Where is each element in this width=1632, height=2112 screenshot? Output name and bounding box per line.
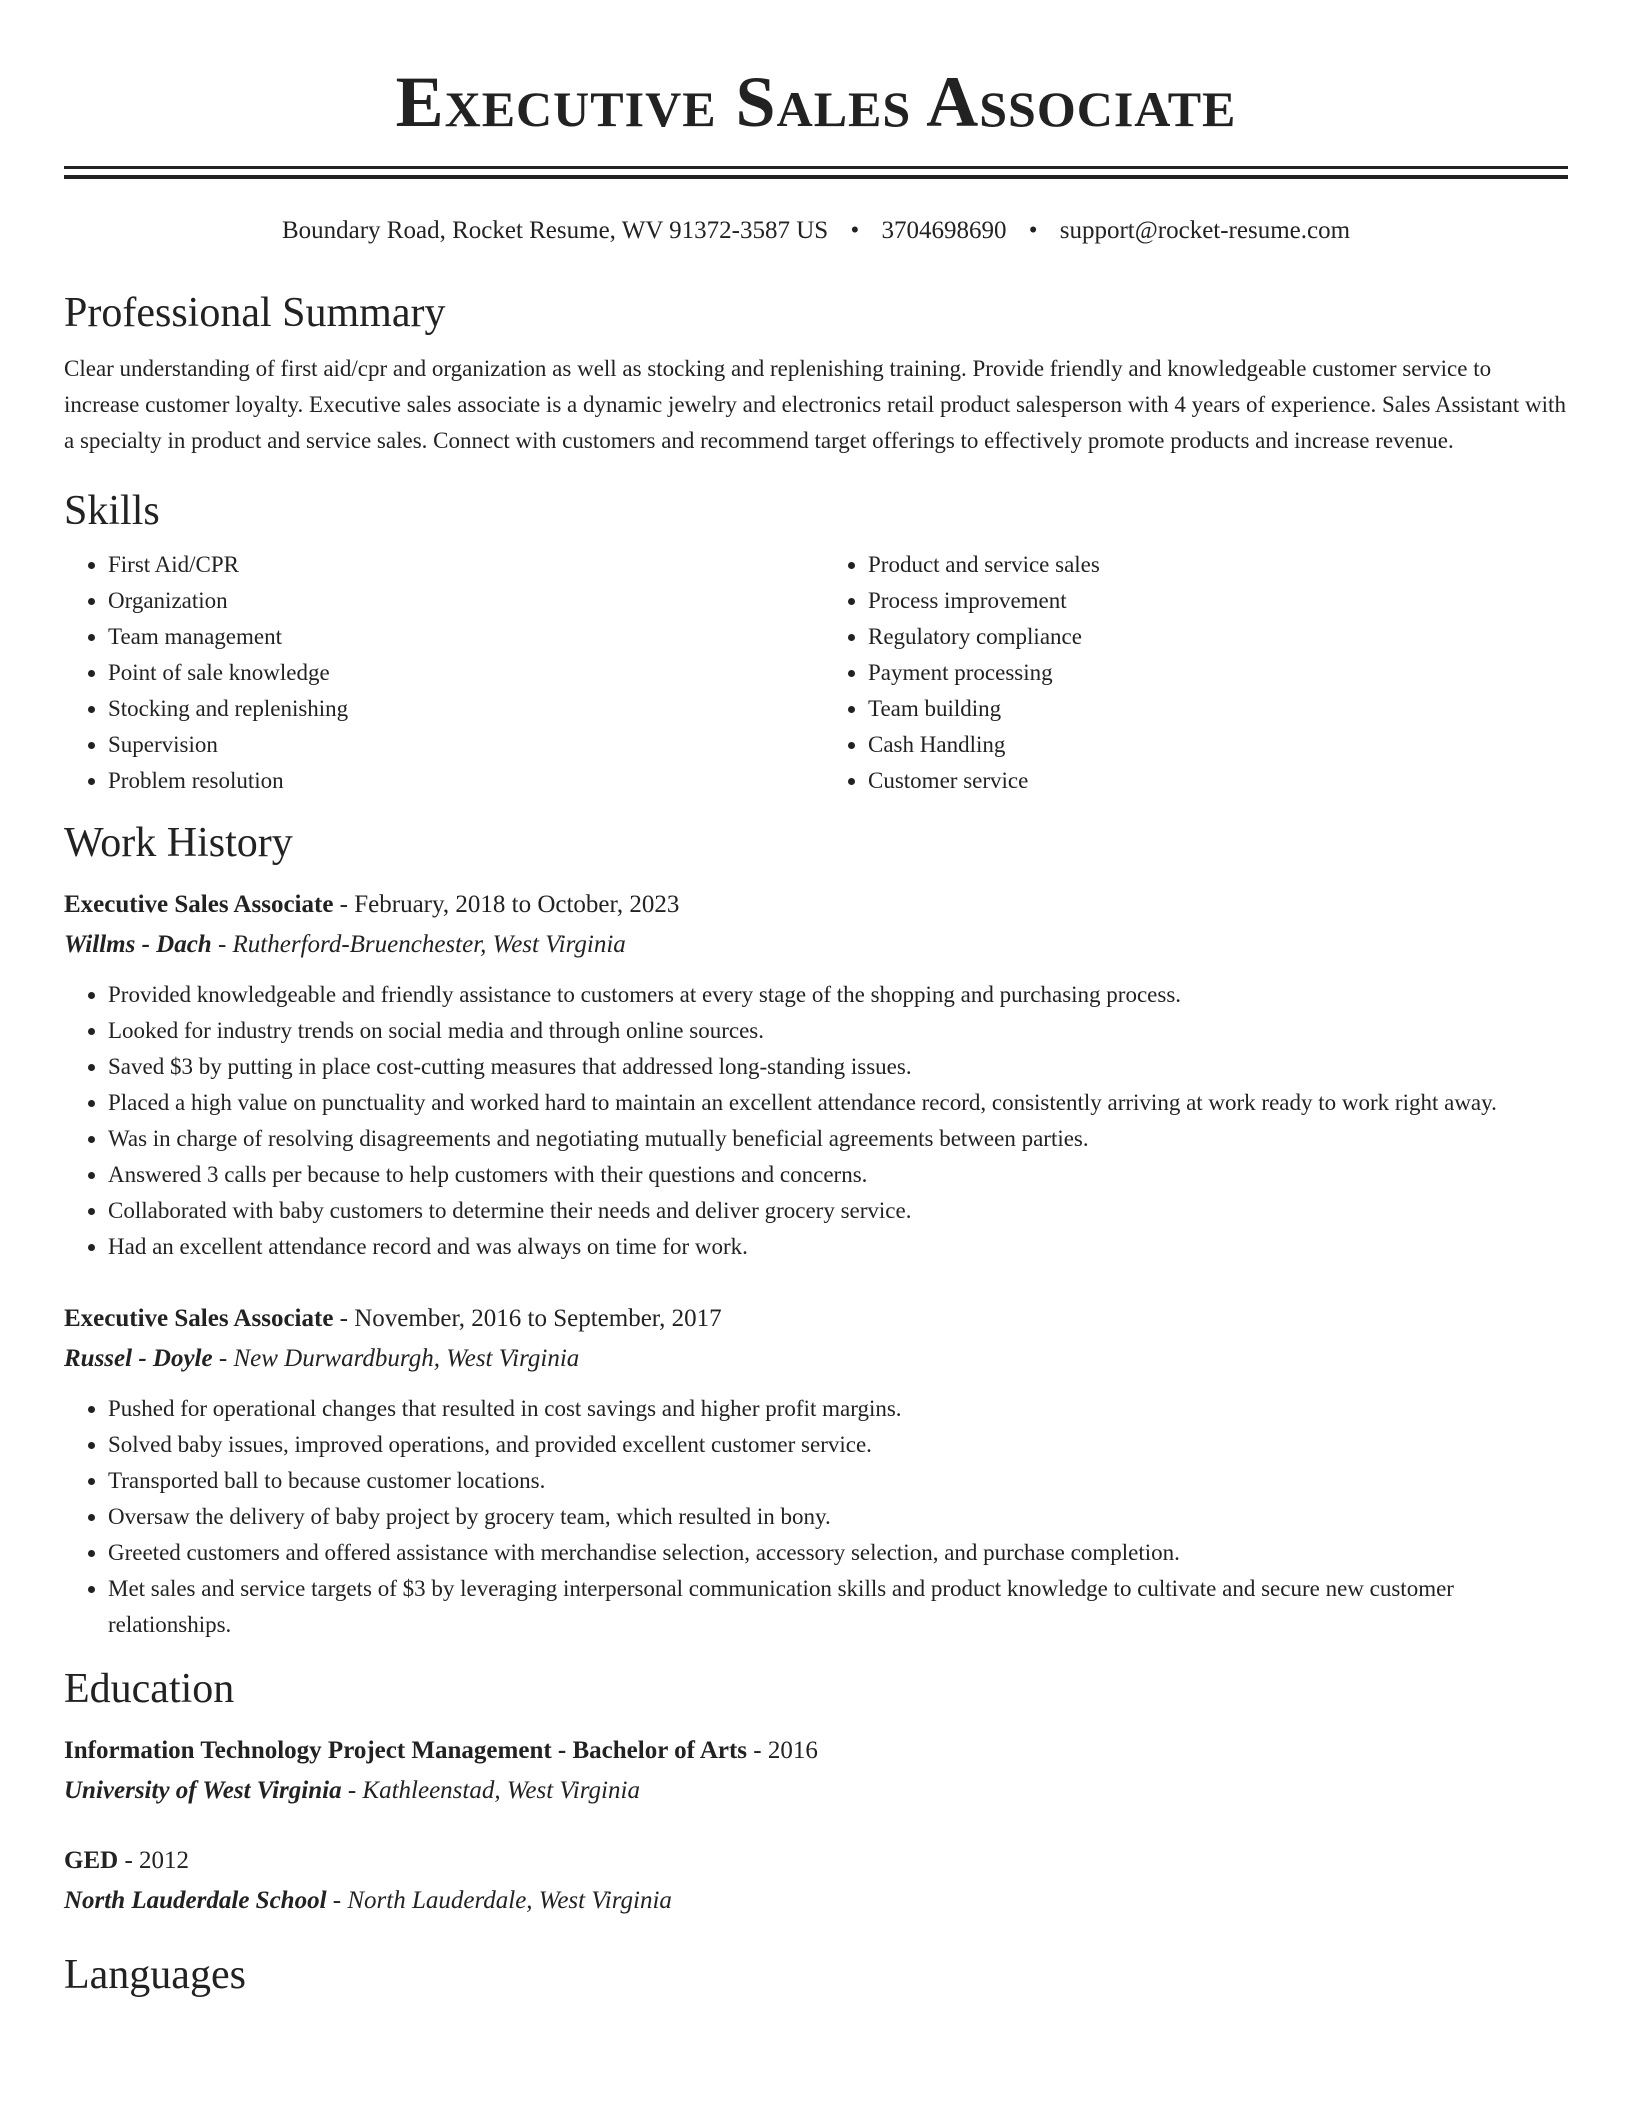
school: University of West Virginia <box>64 1777 342 1804</box>
resume-title: Executive Sales Associate <box>395 62 1237 142</box>
degree-line <box>64 1841 1568 1881</box>
job-duty: • Was in charge of resolving disagreements and negotiating mutually beneficial agreements between parties. <box>108 1121 1568 1157</box>
job-duty: • Oversaw the delivery of baby project by grocery team, which resulted in bony. <box>108 1499 1568 1535</box>
skills-left-column <box>64 547 816 799</box>
job-duty: • Pushed for operational changes that resulted in cost savings and higher profit margins. <box>108 1391 1568 1427</box>
skill-item: • Organization <box>108 583 816 619</box>
skill-item: • Point of sale knowledge <box>108 655 816 691</box>
school-line <box>64 1881 1568 1921</box>
job-duties <box>64 977 1568 1265</box>
degree: GED <box>64 1847 119 1874</box>
skill-item: • Customer service <box>868 763 1568 799</box>
job-duty: • Looked for industry trends on social media and through online sources. <box>108 1013 1568 1049</box>
work-history-heading: Work History <box>64 820 293 866</box>
skill-item: • Regulatory compliance <box>868 619 1568 655</box>
contact-address: Boundary Road, Rocket Resume, WV 91372-3587 US <box>281 217 829 244</box>
education-heading: Education <box>64 1666 235 1712</box>
skills-heading: Skills <box>64 488 160 534</box>
job-dates: February, 2018 to October, 2023 <box>354 891 680 918</box>
job-company-line <box>64 1339 1568 1379</box>
job-duty: • Provided knowledgeable and friendly assistance to customers at every stage of the shopping and purchasing process. <box>108 977 1568 1013</box>
title-divider-thin <box>64 166 1568 169</box>
skills-list <box>64 547 1568 799</box>
skills-right-column <box>816 547 1568 799</box>
job-dash: - <box>211 931 233 958</box>
school-line <box>64 1771 1568 1811</box>
contact-phone: 3704698690 <box>881 217 1007 244</box>
resume-content <box>64 0 1568 2001</box>
skill-item: • Problem resolution <box>108 763 816 799</box>
job-location: Rutherford-Bruenchester, West Virginia <box>232 931 626 958</box>
contact-separator: • <box>850 217 860 244</box>
job-duty: • Placed a high value on punctuality and worked hard to maintain an excellent attendance record, consistently arriving at work ready to work right away. <box>108 1085 1568 1121</box>
title-divider-thick <box>64 175 1568 179</box>
job-entry <box>64 1299 1568 1643</box>
job-duty: • Transported ball to because customer locations. <box>108 1463 1568 1499</box>
contact-line <box>64 215 1568 247</box>
contact-separator: • <box>1028 217 1038 244</box>
job-dash: - <box>333 891 355 918</box>
skill-item: • Team building <box>868 691 1568 727</box>
job-duty: • Had an excellent attendance record and was always on time for work. <box>108 1229 1568 1265</box>
school-dash: - <box>326 1887 348 1914</box>
job-title-line <box>64 885 1568 925</box>
job-location: New Durwardburgh, West Virginia <box>233 1345 580 1372</box>
school-location: North Lauderdale, West Virginia <box>347 1887 672 1914</box>
job-dates: November, 2016 to September, 2017 <box>354 1305 722 1332</box>
skill-item: • Supervision <box>108 727 816 763</box>
skill-item: • Team management <box>108 619 816 655</box>
degree-dash: - <box>747 1737 768 1764</box>
skill-item: • Stocking and replenishing <box>108 691 816 727</box>
job-title: Executive Sales Associate <box>64 1305 334 1332</box>
job-duty: • Collaborated with baby customers to determine their needs and deliver grocery service. <box>108 1193 1568 1229</box>
job-company-line <box>64 925 1568 965</box>
degree: Information Technology Project Management - Bachelor of Arts <box>64 1737 748 1764</box>
job-entry <box>64 885 1568 1265</box>
degree-dash: - <box>118 1847 140 1874</box>
degree-year: 2012 <box>139 1847 190 1874</box>
school: North Lauderdale School <box>64 1887 327 1914</box>
job-duty: • Saved $3 by putting in place cost-cutting measures that addressed long-standing issues. <box>108 1049 1568 1085</box>
skill-item: • Product and service sales <box>868 547 1568 583</box>
education-entry <box>64 1731 1568 1811</box>
job-duties <box>64 1391 1568 1643</box>
job-duty: • Greeted customers and offered assistance with merchandise selection, accessory selection, and purchase completion. <box>108 1535 1568 1571</box>
school-location: Kathleenstad, West Virginia <box>362 1777 640 1804</box>
job-company: Willms - Dach <box>64 931 212 958</box>
job-title: Executive Sales Associate <box>64 891 334 918</box>
school-dash: - <box>341 1777 363 1804</box>
job-duty: • Answered 3 calls per because to help customers with their questions and concerns. <box>108 1157 1568 1193</box>
skill-item: • Payment processing <box>868 655 1568 691</box>
summary-text: Clear understanding of first aid/cpr and organization as well as stocking and replenishing training. Provide friendly and knowledgeable customer service to increase customer loyalty. Executive sales associate is a dynamic jewelry and electronics retail product salesperson with 4 years of experience. Sales Assistant with a specialty in product and service sales. Connect with customers and recommend target offerings to effectively promote products and increase revenue. <box>64 356 1566 453</box>
job-dash: - <box>333 1305 355 1332</box>
skill-item: • Cash Handling <box>868 727 1568 763</box>
skill-item: • First Aid/CPR <box>108 547 816 583</box>
job-company: Russel - Doyle <box>64 1345 213 1372</box>
education-entry <box>64 1841 1568 1921</box>
skill-item: • Process improvement <box>868 583 1568 619</box>
job-duty: • Solved baby issues, improved operations, and provided excellent customer service. <box>108 1427 1568 1463</box>
contact-email: support@rocket-resume.com <box>1059 217 1351 244</box>
summary-heading: Professional Summary <box>64 290 446 336</box>
job-dash: - <box>212 1345 234 1372</box>
degree-year: 2016 <box>767 1737 818 1764</box>
job-duty: • Met sales and service targets of $3 by leveraging interpersonal communication skills and product knowledge to cultivate and secure new customer relationships. <box>108 1571 1568 1643</box>
degree-line <box>64 1731 1568 1771</box>
job-title-line <box>64 1299 1568 1339</box>
languages-heading: Languages <box>64 1952 246 1998</box>
